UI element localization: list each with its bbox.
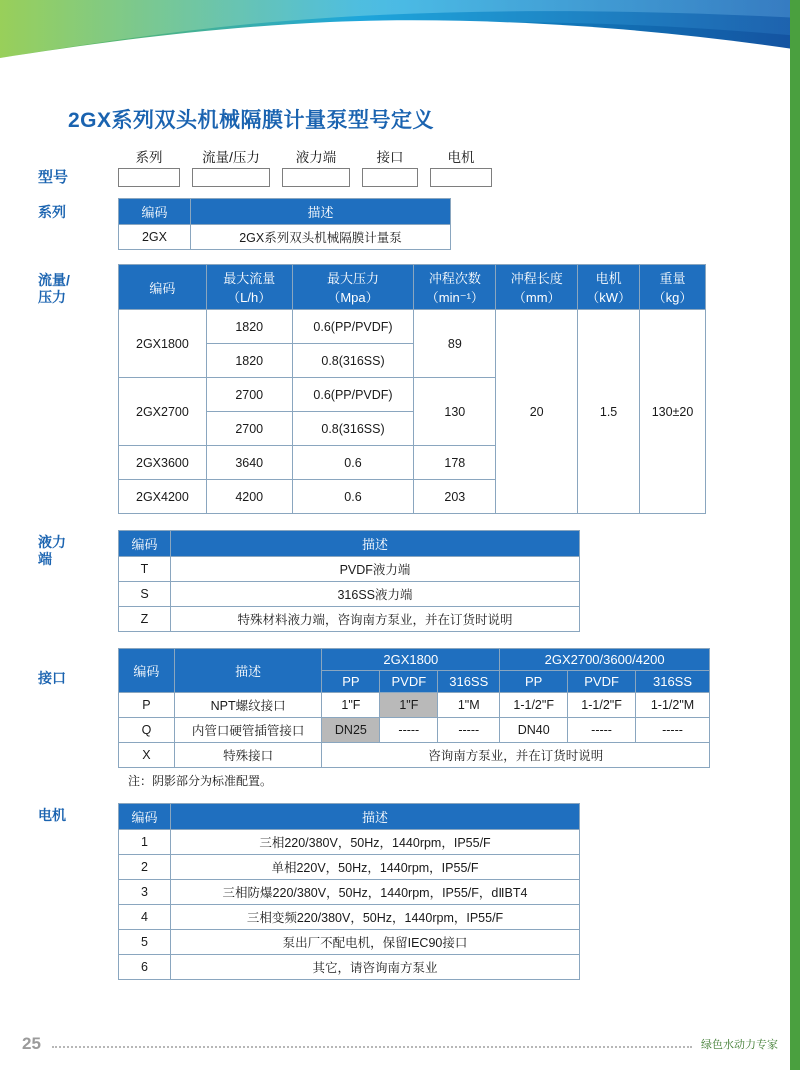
flow-row4-pressure: 0.6	[292, 446, 414, 480]
interface-row0-cell3: 1-1/2"F	[500, 693, 568, 718]
interface-row1-cell2: -----	[438, 718, 500, 743]
flow-header-maxpressure-l1: 最大压力	[326, 271, 379, 286]
interface-row2-code: X	[119, 743, 175, 768]
interface-row0-code: P	[119, 693, 175, 718]
interface-row0-cell5: 1-1/2"M	[636, 693, 710, 718]
flow-row5-strokes: 203	[414, 480, 496, 514]
liquid-end-header-code: 编码	[119, 531, 171, 557]
interface-subheader-1800-pvdf: PVDF	[380, 671, 438, 693]
flow-pressure-label-line1: 流量/	[38, 272, 70, 288]
model-field-motor	[430, 146, 492, 187]
liquid-end-label	[38, 534, 114, 568]
liquid-end-row2-desc: 特殊材料液力端，咨询南方泵业，并在订货时说明	[171, 607, 580, 632]
flow-row2-flow: 2700	[206, 378, 292, 412]
motor-header-desc: 描述	[171, 804, 580, 830]
table-row	[119, 855, 580, 880]
model-number-fields	[118, 146, 504, 187]
interface-table	[118, 648, 710, 768]
flow-pressure-label	[38, 272, 114, 306]
interface-row0-cell4: 1-1/2"F	[568, 693, 636, 718]
flow-header-maxflow-l2: （L/h）	[227, 290, 272, 305]
flow-pressure-label-line2: 压力	[38, 289, 66, 305]
interface-header-code: 编码	[119, 649, 175, 693]
flow-header-code	[119, 265, 207, 310]
interface-row0-cell0: 1"F	[322, 693, 380, 718]
interface-row1-code: Q	[119, 718, 175, 743]
liquid-end-block	[0, 530, 800, 632]
page-number: 25	[22, 1034, 41, 1053]
model-field-flow-pressure-caption: 流量/压力	[202, 150, 260, 165]
liquid-end-row2-code: Z	[119, 607, 171, 632]
table-row	[119, 955, 580, 980]
series-table	[118, 198, 451, 250]
flow-row1-pressure: 0.8(316SS)	[292, 344, 414, 378]
footer-divider	[52, 1046, 692, 1048]
liquid-end-row0-desc: PVDF液力端	[171, 557, 580, 582]
interface-row2-merged: 咨询南方泵业，并在订货时说明	[322, 743, 710, 768]
model-field-interface-caption: 接口	[376, 150, 404, 165]
flow-row3-pressure: 0.8(316SS)	[292, 412, 414, 446]
flow-row4-flow: 3640	[206, 446, 292, 480]
flow-row0-flow: 1820	[206, 310, 292, 344]
page-title: 2GX系列双头机械隔膜计量泵型号定义	[68, 109, 435, 132]
interface-row1-desc: 内管口硬管插管接口	[174, 718, 322, 743]
flow-header-motor-l2: （kW）	[586, 290, 631, 305]
interface-subheader-2700-pvdf: PVDF	[568, 671, 636, 693]
flow-header-weight-l2: （kg）	[652, 290, 693, 305]
flow-row4-code: 2GX3600	[119, 446, 207, 480]
interface-note: 注：阴影部分为标准配置。	[128, 774, 273, 788]
motor-row5-desc: 其它，请咨询南方泵业	[171, 955, 580, 980]
table-row	[119, 930, 580, 955]
motor-row3-desc: 三相变频220/380V，50Hz，1440rpm，IP55/F	[171, 905, 580, 930]
interface-row1-cell4: -----	[568, 718, 636, 743]
flow-row5-pressure: 0.6	[292, 480, 414, 514]
interface-header-desc: 描述	[174, 649, 322, 693]
table-row	[119, 225, 451, 250]
interface-row1-cell1: -----	[380, 718, 438, 743]
liquid-end-label-line1: 液力	[38, 534, 66, 550]
flow-row4-strokes: 178	[414, 446, 496, 480]
model-field-interface-box[interactable]	[362, 168, 418, 187]
interface-header-group-2700: 2GX2700/3600/4200	[500, 649, 710, 671]
table-row	[119, 607, 580, 632]
interface-row1-cell5: -----	[636, 718, 710, 743]
liquid-end-header-desc: 描述	[171, 531, 580, 557]
interface-row1-cell3: DN40	[500, 718, 568, 743]
model-field-liquid-end-caption: 液力端	[295, 150, 337, 165]
model-field-liquid-end-box[interactable]	[282, 168, 350, 187]
table-row	[119, 718, 710, 743]
flow-header-strokes	[414, 265, 496, 310]
flow-header-strokelength	[496, 265, 578, 310]
table-header-row	[119, 531, 580, 557]
interface-row0-cell2: 1"M	[438, 693, 500, 718]
flow-row5-code: 2GX4200	[119, 480, 207, 514]
flow-row2-strokes: 130	[414, 378, 496, 446]
series-row-desc: 2GX系列双头机械隔膜计量泵	[191, 225, 451, 250]
motor-row0-code: 1	[119, 830, 171, 855]
flow-pressure-table	[118, 264, 706, 514]
model-field-flow-pressure-box[interactable]	[192, 168, 270, 187]
interface-label: 接口	[38, 670, 66, 686]
liquid-end-row0-code: T	[119, 557, 171, 582]
model-number-label: 型号	[38, 169, 69, 186]
model-number-row	[0, 146, 800, 198]
flow-header-maxpressure-l2: （Mpa）	[327, 290, 379, 305]
flow-stroke-length: 20	[496, 310, 578, 514]
table-row	[119, 830, 580, 855]
interface-row0-desc: NPT螺纹接口	[174, 693, 322, 718]
footer-tagline: 绿色水动力专家	[701, 1039, 778, 1051]
motor-table	[118, 803, 580, 980]
table-row	[119, 905, 580, 930]
series-label: 系列	[38, 204, 66, 220]
flow-row1-flow: 1820	[206, 344, 292, 378]
flow-row5-flow: 4200	[206, 480, 292, 514]
model-field-liquid-end	[282, 146, 350, 187]
table-row	[119, 310, 706, 344]
interface-row1-cell0: DN25	[322, 718, 380, 743]
table-header-row	[119, 265, 706, 310]
table-row	[119, 582, 580, 607]
flow-header-strokelength-l1: 冲程长度	[510, 271, 563, 286]
flow-pressure-block	[0, 264, 800, 514]
motor-block	[0, 803, 800, 980]
flow-motor-power: 1.5	[578, 310, 640, 514]
series-block	[0, 198, 800, 250]
table-row	[119, 880, 580, 905]
motor-row5-code: 6	[119, 955, 171, 980]
motor-row4-desc: 泵出厂不配电机，保留IEC90接口	[171, 930, 580, 955]
page-content	[0, 104, 800, 989]
flow-row2-code: 2GX2700	[119, 378, 207, 446]
flow-row0-code: 2GX1800	[119, 310, 207, 378]
flow-header-motor	[578, 265, 640, 310]
motor-row0-desc: 三相220/380V，50Hz，1440rpm，IP55/F	[171, 830, 580, 855]
flow-header-weight-l1: 重量	[659, 271, 686, 286]
flow-header-code-l1: 编码	[149, 280, 176, 296]
flow-header-strokes-l2: （min⁻¹）	[425, 290, 484, 305]
interface-subheader-2700-316ss: 316SS	[636, 671, 710, 693]
motor-label: 电机	[38, 807, 66, 823]
model-field-motor-caption: 电机	[447, 150, 475, 165]
liquid-end-table	[118, 530, 580, 632]
flow-header-strokelength-l2: （mm）	[512, 290, 561, 305]
flow-header-motor-l1: 电机	[595, 271, 622, 286]
series-header-code: 编码	[119, 199, 191, 225]
model-field-flow-pressure	[192, 146, 270, 187]
flow-row0-pressure: 0.6(PP/PVDF)	[292, 310, 414, 344]
liquid-end-row1-desc: 316SS液力端	[171, 582, 580, 607]
flow-weight: 130±20	[640, 310, 706, 514]
motor-row2-code: 3	[119, 880, 171, 905]
table-row	[119, 693, 710, 718]
interface-header-group-1800: 2GX1800	[322, 649, 500, 671]
table-header-row	[119, 649, 710, 671]
flow-row2-pressure: 0.6(PP/PVDF)	[292, 378, 414, 412]
model-field-series	[118, 146, 180, 187]
flow-header-weight	[640, 265, 706, 310]
flow-header-strokes-l1: 冲程次数	[428, 271, 481, 286]
interface-subheader-1800-316ss: 316SS	[438, 671, 500, 693]
interface-row2-desc: 特殊接口	[174, 743, 322, 768]
model-field-series-box[interactable]	[118, 168, 180, 187]
page-header-banner	[0, 0, 800, 92]
motor-row4-code: 5	[119, 930, 171, 955]
table-header-row	[119, 199, 451, 225]
liquid-end-row1-code: S	[119, 582, 171, 607]
flow-row0-strokes: 89	[414, 310, 496, 378]
motor-row3-code: 4	[119, 905, 171, 930]
page-footer	[0, 1034, 800, 1056]
motor-row1-desc: 单相220V，50Hz，1440rpm，IP55/F	[171, 855, 580, 880]
series-header-desc: 描述	[191, 199, 451, 225]
flow-header-maxflow-l1: 最大流量	[223, 271, 276, 286]
model-field-series-caption: 系列	[135, 150, 163, 165]
table-row	[119, 557, 580, 582]
flow-header-maxflow	[206, 265, 292, 310]
motor-row2-desc: 三相防爆220/380V，50Hz，1440rpm，IP55/F，dⅡBT4	[171, 880, 580, 905]
table-header-row	[119, 804, 580, 830]
series-row-code: 2GX	[119, 225, 191, 250]
interface-block	[0, 648, 800, 789]
motor-row1-code: 2	[119, 855, 171, 880]
model-field-motor-box[interactable]	[430, 168, 492, 187]
interface-row0-cell1: 1"F	[380, 693, 438, 718]
liquid-end-label-line2: 端	[38, 551, 52, 567]
interface-subheader-1800-pp: PP	[322, 671, 380, 693]
interface-subheader-2700-pp: PP	[500, 671, 568, 693]
flow-header-maxpressure	[292, 265, 414, 310]
flow-row3-flow: 2700	[206, 412, 292, 446]
model-field-interface	[362, 146, 418, 187]
table-row	[119, 743, 710, 768]
motor-header-code: 编码	[119, 804, 171, 830]
